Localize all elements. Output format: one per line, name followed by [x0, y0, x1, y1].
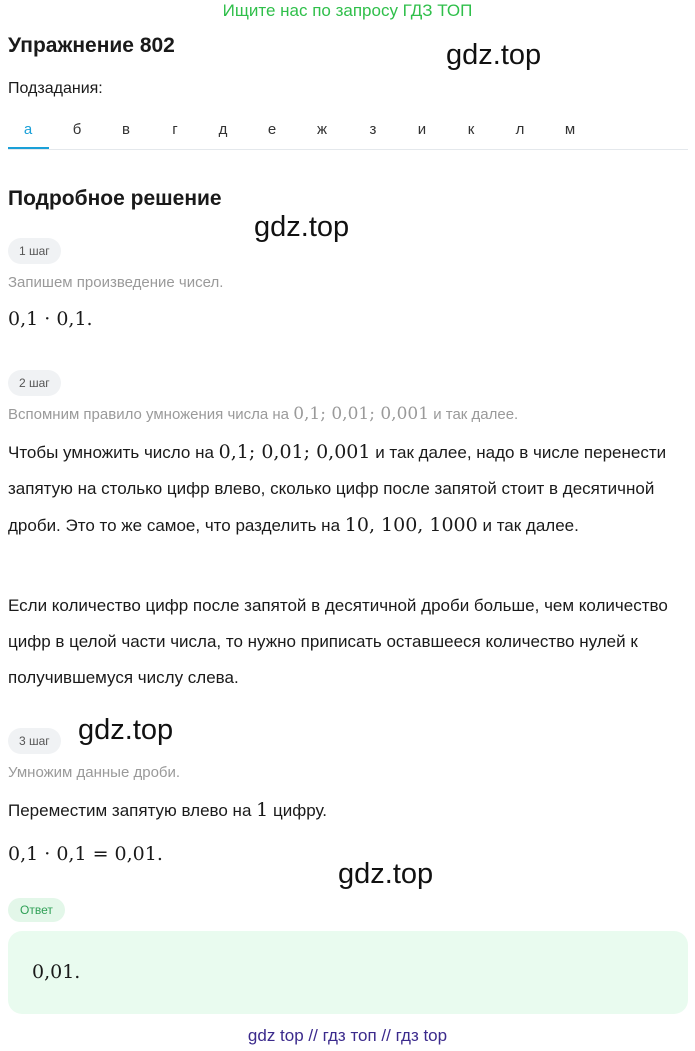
tab-z[interactable]: з — [369, 121, 377, 138]
tab-v[interactable]: в — [122, 121, 130, 138]
step-badge: 2 шаг — [8, 370, 61, 396]
tab-i[interactable]: и — [417, 121, 427, 138]
hint-text: и так далее. — [433, 406, 519, 423]
step-hint: Умножим данные дроби. — [8, 764, 181, 781]
tabs-divider — [8, 149, 688, 150]
rule-paragraph — [8, 434, 688, 544]
step-text — [8, 792, 688, 829]
step-hint: Запишем произведение чисел. — [8, 274, 224, 291]
step-hint — [8, 403, 518, 426]
search-hint-banner: Ищите нас по запросу ГДЗ ТОП — [222, 1, 473, 20]
step-badge: 3 шаг — [8, 728, 61, 754]
tab-a[interactable]: а — [23, 121, 33, 138]
solution-title: Подробное решение — [8, 187, 222, 210]
tab-zh[interactable]: ж — [316, 121, 328, 138]
footer-links[interactable]: gdz top // гдз топ // гдз top — [247, 1026, 448, 1045]
answer-badge: Ответ — [8, 898, 65, 922]
tab-m[interactable]: м — [564, 121, 576, 138]
paragraph-text: Чтобы умножить число на — [8, 443, 214, 462]
answer-value: 0,01. — [32, 961, 81, 983]
step-formula: 0,1 · 0,1 = 0,01. — [8, 843, 163, 865]
rule-paragraph: Если количество цифр после запятой в десятичной дроби больше, чем количество цифр в целой части числа, то нужно приписать оставшееся количество нулей к получившемуся числу слева. — [8, 596, 668, 687]
watermark: gdz.top — [78, 714, 174, 746]
tab-b[interactable]: б — [72, 121, 82, 138]
step-badge: 1 шаг — [8, 238, 61, 264]
tab-l[interactable]: л — [515, 121, 525, 138]
tab-k[interactable]: к — [467, 121, 475, 138]
tab-d[interactable]: д — [218, 121, 228, 138]
hint-math: 0,1; 0,01; 0,001 — [293, 404, 430, 424]
paragraph-math: 0,1; 0,01; 0,001 — [218, 441, 371, 463]
paragraph-math: 1 — [256, 799, 269, 821]
watermark: gdz.top — [446, 39, 542, 71]
watermark: gdz.top — [254, 211, 350, 243]
step-formula: 0,1 · 0,1. — [8, 308, 93, 330]
paragraph-math: 10, 100, 1000 — [344, 514, 478, 536]
paragraph-text: и так далее, надо в числе перенести запятую на столько цифр влево, сколько цифр после запятой стоит в десятичной дроби. Это то же самое, что разделить на — [8, 443, 667, 535]
paragraph-text: цифру. — [272, 801, 327, 820]
tab-e[interactable]: е — [267, 121, 277, 138]
subtask-tabs — [0, 117, 695, 149]
answer-box — [8, 931, 688, 1014]
exercise-title: Упражнение 802 — [8, 34, 175, 57]
tab-g[interactable]: г — [172, 121, 178, 138]
paragraph-text: Переместим запятую влево на — [8, 801, 252, 820]
watermark: gdz.top — [338, 858, 434, 890]
paragraph-text: и так далее. — [482, 516, 579, 535]
subtasks-label: Подзадания: — [8, 80, 103, 97]
hint-text: Вспомним правило умножения числа на — [8, 406, 290, 423]
